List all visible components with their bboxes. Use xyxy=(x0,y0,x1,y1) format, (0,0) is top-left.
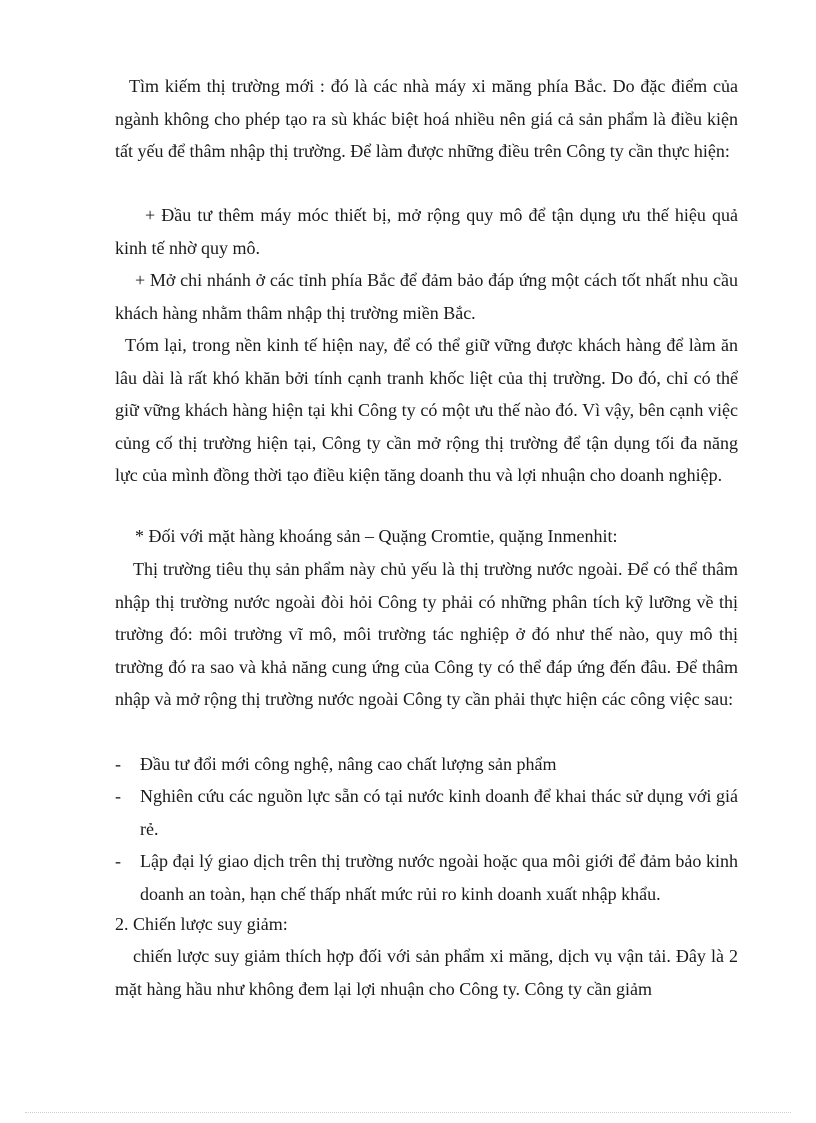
bullet-dash: - xyxy=(115,851,121,871)
section-heading: 2. Chiến lược suy giảm: xyxy=(115,914,288,934)
paragraph-new-market: Tìm kiếm thị trường mới : đó là các nhà máy xi măng phía Bắc. Do đặc điểm của ngành không cho phép tạo ra sù khác biệt hoá nhiều nên giá cả sản phẩm là điều kiện tất yếu để thâm nhập thị trường. Để làm được những điều trên Công ty cần thực hiện: xyxy=(115,76,738,161)
list-item xyxy=(115,845,738,910)
bullet-dash: - xyxy=(115,786,121,806)
paragraph-open-branches: + Mở chi nhánh ở các tỉnh phía Bắc để đảm bảo đáp ứng một cách tốt nhất nhu cầu khách hàng nhằm thâm nhập thị trường miền Bắc. xyxy=(115,270,738,323)
page-bottom-divider xyxy=(25,1112,791,1113)
bullet-dash: - xyxy=(115,754,121,774)
paragraph-foreign-market: Thị trường tiêu thụ sản phẩm này chủ yếu là thị trường nước ngoài. Để có thể thâm nhập thị trường nước ngoài đòi hỏi Công ty phải có những phân tích kỹ lưỡng về thị trường đó: môi trường vĩ mô, môi trường tác nghiệp ở đó như thế nào, quy mô thị trường đó ra sao và khả năng cung ứng của Công ty có thể đáp ứng đến đâu. Để thâm nhập và mở rộng thị trường nước ngoài Công ty cần phải thực hiện các công việc sau: xyxy=(115,559,738,709)
bullet-text: Đầu tư đổi mới công nghệ, nâng cao chất lượng sản phẩm xyxy=(140,754,557,774)
paragraph-minerals-heading: * Đối với mặt hàng khoáng sản – Quặng Cromtie, quặng Inmenhit: xyxy=(135,526,618,546)
bullet-text: Nghiên cứu các nguồn lực sẵn có tại nước kinh doanh để khai thác sử dụng với giá rẻ. xyxy=(140,786,738,839)
paragraph-summary: Tóm lại, trong nền kinh tế hiện nay, để có thể giữ vững được khách hàng để làm ăn lâu dài là rất khó khăn bởi tính cạnh tranh khốc liệt của thị trường. Do đó, chỉ có thể giữ vững khách hàng hiện tại khi Công ty có một ưu thế nào đó. Vì vậy, bên cạnh việc củng cố thị trường hiện tại, Công ty cần mở rộng thị trường để tận dụng tối đa năng lực của mình đồng thời tạo điều kiện tăng doanh thu và lợi nhuận cho doanh nghiệp. xyxy=(115,335,738,485)
paragraph-invest-equipment: + Đầu tư thêm máy móc thiết bị, mở rộng quy mô để tận dụng ưu thế hiệu quả kinh tế nhờ quy mô. xyxy=(115,205,738,258)
bullet-text: Lập đại lý giao dịch trên thị trường nước ngoài hoặc qua môi giới để đảm bảo kinh doanh an toàn, hạn chế thấp nhất mức rủi ro kinh doanh xuất nhập khẩu. xyxy=(140,851,738,904)
paragraph-reduction-strategy: chiến lược suy giảm thích hợp đối với sản phẩm xi măng, dịch vụ vận tải. Đây là 2 mặt hàng hầu như không đem lại lợi nhuận cho Công ty. Công ty cần giảm xyxy=(115,946,738,999)
list-item xyxy=(115,780,738,845)
list-item xyxy=(115,748,738,781)
